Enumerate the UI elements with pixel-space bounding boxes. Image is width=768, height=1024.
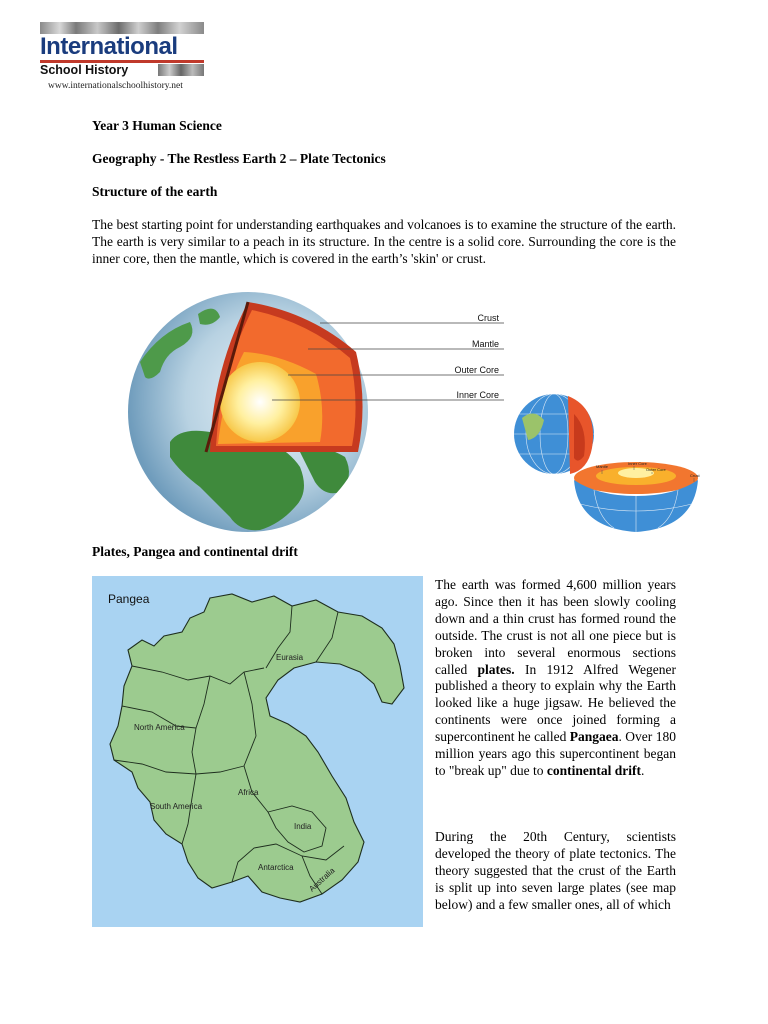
course-heading: Year 3 Human Science [92,118,222,133]
map-label-eurasia: Eurasia [276,653,304,662]
map-label-india: India [294,822,312,831]
plates-heading: Plates, Pangea and continental drift [92,544,298,559]
map-label-south-america: South America [150,802,203,811]
small-label-mantle: Mantle [596,464,609,469]
map-label-north-america: North America [134,723,185,732]
pangea-text-1: The earth was formed 4,600 million years ago. Since then it has been slowly cooling down and a thin crust has formed round the outside. The crust is not all one piece but is broken into several enormous sections called [435,577,676,677]
site-logo [40,22,204,78]
small-label-crust: Crust [690,473,700,478]
pangea-text-2: In 1912 Alfred Wegener published a theory to explain why the Earth looked like a huge jigsaw. He believed the continents were once joined forming a supercontinent he called [435,661,676,745]
label-outer-core: Outer Core [454,365,499,375]
map-label-australia: Australia [307,865,337,894]
pangea-text-4: . [641,762,645,778]
intro-paragraph: The best starting point for understanding earthquakes and volcanoes is to examine the structure of the earth. The earth is very similar to a peach in its structure. In the centre is a solid core. Surrounding the core is the inner core, then the mantle, which is covered in the earth’s 'skin' or crust. [92,217,676,266]
small-label-inner-core: Inner Core [628,461,647,466]
label-inner-core: Inner Core [456,390,499,400]
logo-photo-strip-small [158,64,204,76]
inner-core [220,362,300,442]
earth-structure-diagram [120,292,510,532]
logo-subtitle-row [40,63,204,77]
logo-subtitle: School History [40,63,129,77]
term-plates: plates. [477,661,515,677]
term-pangaea: Pangaea [569,729,619,745]
term-continental-drift: continental drift [546,762,641,778]
label-crust: Crust [477,313,499,323]
map-label-antarctica: Antarctica [258,863,294,872]
site-url: www.internationalschoolhistory.net [48,81,183,91]
logo-title: International [40,33,178,60]
map-label-africa: Africa [238,788,259,797]
small-label-outer-core: Outer Core [646,467,666,472]
label-mantle: Mantle [471,339,499,349]
topic-heading: Geography - The Restless Earth 2 – Plate Tectonics [92,151,386,166]
pangea-text-3: . Over 180 million years ago this supercontinent began to "break up" due to [435,729,676,778]
split-globe-diagram [514,378,708,536]
structure-heading: Structure of the earth [92,184,218,199]
pangea-paragraph [435,577,676,780]
pangea-map [92,576,423,927]
plate-tectonics-paragraph: During the 20th Century, scientists developed the theory of plate tectonics. The theory suggested that the crust of the Earth is split up into seven large plates (see map below) and a few smaller ones, all of which [435,829,676,912]
map-title: Pangea [108,592,150,606]
